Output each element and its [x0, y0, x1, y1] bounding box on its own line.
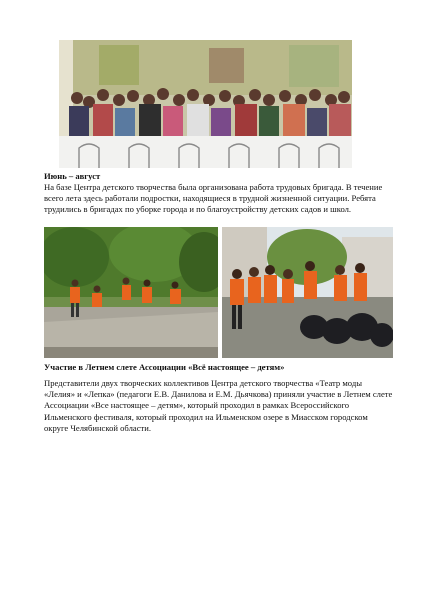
paragraph-line: На базе Центра детского творчества была организована работа трудовых бригада. В течение: [44, 182, 383, 192]
group-photo-indoor: [59, 40, 352, 168]
paragraph-line: Представители двух творческих коллективов Центра детского творчества «Театр моды: [44, 378, 362, 388]
section-paragraph-rally: [44, 378, 393, 434]
cleanup-photo-yard: [222, 227, 393, 358]
section-heading-rally: Участие в Летнем слете Ассоциации «Всё настоящее – детям»: [44, 362, 285, 372]
paragraph-line: Ильменского фестиваля, который проходил на Ильменском озере в Миасском городском: [44, 411, 368, 422]
paragraph-line: всего лета здесь работали подростки, находящиеся в трудной жизненной ситуации. Ребята: [44, 193, 376, 204]
cleanup-photo-park: [44, 227, 218, 358]
paragraph-line: трудились в бригадах по уборке города и по благоустройству детских садов и школ.: [44, 204, 352, 215]
section-heading-summer: Июнь – август: [44, 171, 101, 181]
paragraph-line: Ассоциации «Все настоящее – детям», который проходил в рамках Всероссийского: [44, 400, 350, 411]
paragraph-line: «Лелия» и «Лепка» (педагоги Е.В. Данилова и Е.М. Дьячкова) приняли участие в Летнем слете: [44, 389, 393, 400]
paragraph-line: округе Челябинской области.: [44, 422, 152, 433]
section-paragraph-summer: [44, 182, 393, 216]
